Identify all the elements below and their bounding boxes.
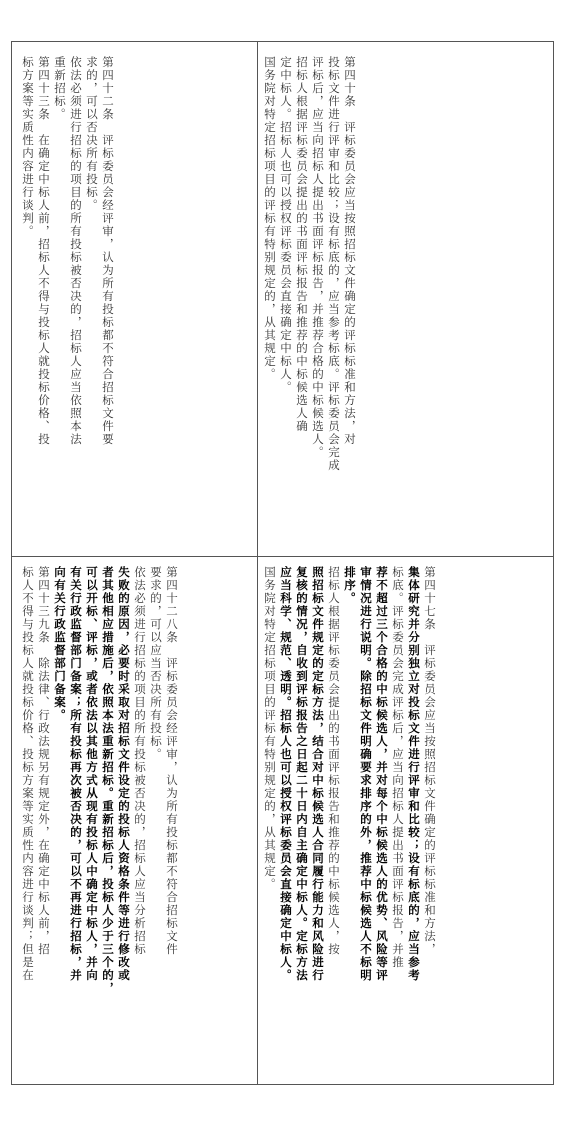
revised-text-column (20, 566, 180, 1078)
text-line: 第四十三九条 除法律、行政法规另有规定外，在确定中标人前，招 (37, 566, 51, 956)
text-line: 标底。评标委员会完成评标后，应当向招标人提出书面评标报告，并推 (391, 566, 405, 969)
text-line: 可以开标、评标，或者依法以其他方式从现有投标人中确定中标人，并向 (85, 566, 99, 982)
text-line: 招标人根据评标委员会提出的书面评标报告和推荐的中标候选人确 (295, 56, 309, 433)
text-line: 集体研究并分别独立对投标文件进行评审和比较；设有标底的，应当参考 (407, 566, 421, 982)
cell-original-art42-43 (20, 56, 248, 551)
text-line: 者其他相应措施后，依照本法重新招标。重新招标后，投标人少于三个的， (101, 566, 115, 995)
cell-revised-art47 (262, 566, 548, 1078)
text-line: 照招标文件规定的定标方法，结合对中标候选人合同履行能力和风险进行 (311, 566, 325, 982)
text-line: 审情况进行说明。除招标文件明确要求排序的外，推荐中标候选人不标明 (359, 566, 373, 982)
text-line: 依法必须进行招标的项目的所有投标被否决的，招标人应当分析招标 (133, 566, 147, 956)
text-line: 国务院对特定招标项目的评标有特别规定的，从其规定。 (263, 56, 277, 381)
text-line: 有关行政监督部门备案；所有投标再次被否决的，可以不再进行招标，并 (69, 566, 83, 982)
row-divider (11, 556, 554, 557)
text-line: 国务院对特定招标项目的评标有特别规定的，从其规定。 (263, 566, 277, 891)
text-line: 重新招标。 (53, 56, 67, 121)
text-line: 求的，可以否决所有投标。 (85, 56, 99, 212)
original-text-column (20, 56, 116, 551)
text-line: 第四十条 评标委员会应当按照招标文件确定的评标标准和方法，对 (343, 56, 357, 446)
text-line: 荐不超过三个合格的中标候选人，并对每个中标候选人的优势、风险等评 (375, 566, 389, 982)
text-line: 依法必须进行招标的项目的所有投标被否决的，招标人应当依照本法 (69, 56, 83, 446)
text-line: 标人不得与投标人就投标价格、投标方案等实质性内容进行谈判；但是在 (21, 566, 35, 982)
text-line: 失败的原因，必要时采取对招标文件设定的投标人资格条件等进行修改或 (117, 566, 131, 982)
text-line: 复核的情况，自收到评标报告之日起二十日内自主确定中标人。定标方法 (295, 566, 309, 982)
text-line: 第四十三条 在确定中标人前，招标人不得与投标人就投标价格、投 (37, 56, 51, 446)
text-line: 第四十七条 评标委员会应当按照招标文件确定的评标标准和方法， (423, 566, 437, 956)
text-line: 第四十二八条 评标委员会经评审，认为所有投标都不符合招标文件 (165, 566, 179, 956)
text-line: 定中标人。招标人也可以授权评标委员会直接确定中标人。 (279, 56, 293, 394)
text-line: 要求的，可以应当否决所有投标。 (149, 566, 163, 761)
text-line: 向有关行政监督部门备案。 (53, 566, 67, 722)
text-line: 标方案等实质性内容进行谈判。 (21, 56, 35, 238)
original-text-column (262, 56, 358, 551)
revised-text-column (262, 566, 438, 1078)
text-line: 应当科学、规范、透明。招标人也可以授权评标委员会直接确定中标人。 (279, 566, 293, 982)
text-line: 评标后，应当向招标人提出书面评标报告，并推荐合格的中标候选人。 (311, 56, 325, 459)
cell-revised-art48-49 (20, 566, 248, 1078)
column-divider (257, 41, 258, 1085)
text-line: 招标人根据评标委员会提出的书面评标报告和推荐的中标候选人，按 (327, 566, 341, 956)
text-line: 第四十二条 评标委员会经评审，认为所有投标都不符合招标文件要 (101, 56, 115, 446)
text-line: 排序。 (343, 566, 357, 605)
text-line: 投标文件进行评审和比较；设有标底的，应当参考标底。评标委员会完成 (327, 56, 341, 472)
cell-original-art40 (262, 56, 548, 551)
